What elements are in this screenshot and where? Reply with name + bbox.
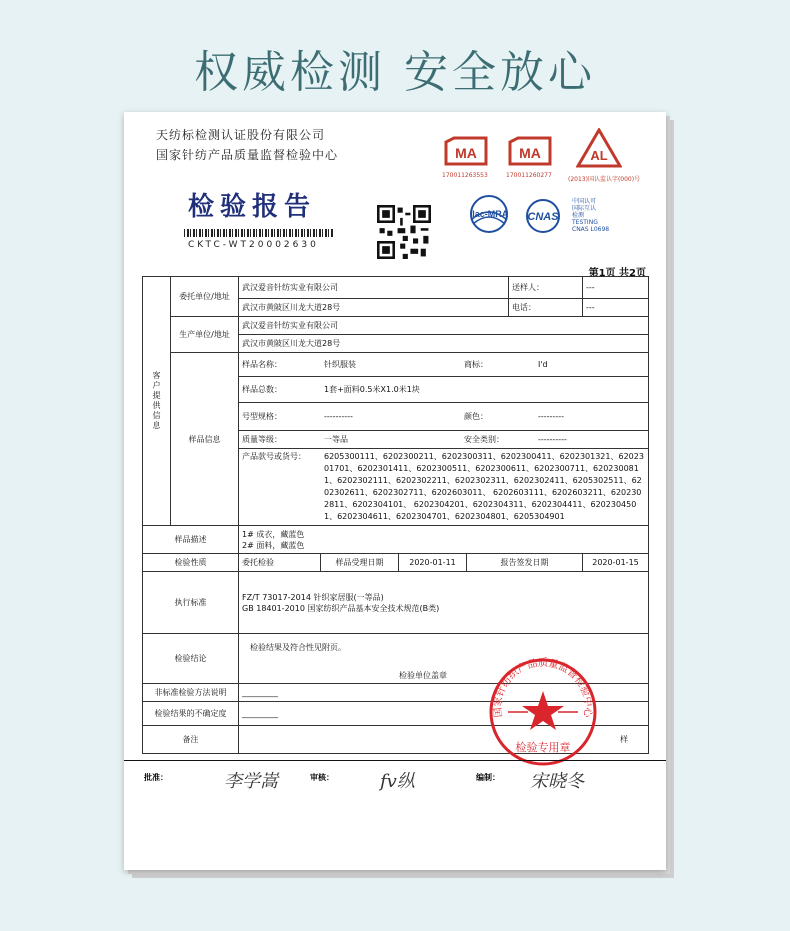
org-center: 国家针纺产品质量监督检验中心 — [156, 148, 339, 162]
phone-label: 电话： — [509, 299, 583, 317]
report-title: 检验报告 — [188, 192, 317, 222]
seal-text: 国家针纺织产品质量监督检验中心 — [492, 657, 594, 718]
sample-name-label: 样品名称： — [242, 360, 282, 369]
phone-value: --- — [583, 299, 649, 317]
edit-label: 编制： — [476, 773, 500, 782]
count-label: 样品总数： — [242, 385, 282, 394]
accept-date-label: 样品受理日期 — [321, 554, 399, 572]
seal-subtext: 检验专用章 — [515, 741, 571, 754]
producer-label: 生产单位/地址 — [171, 317, 239, 353]
cnas-logo — [518, 198, 568, 234]
count-value: 1套+面料0.5米X1.0米1块 — [324, 385, 420, 394]
cal-label: AL — [590, 148, 608, 163]
desc-line2: 2# 面料，藏蓝色 — [242, 540, 305, 550]
spec-value: ---------- — [324, 412, 353, 421]
cma-label-1: MA — [455, 145, 477, 161]
spec-label: 号型规格： — [242, 412, 282, 421]
issue-date-label: 报告签发日期 — [467, 554, 583, 572]
codes-label: 产品款号或货号： — [242, 452, 306, 461]
grade-value: 一等品 — [324, 435, 348, 444]
report-number: CKTC-WT20002630 — [188, 240, 319, 250]
cma-logo-1 — [442, 136, 490, 168]
conclusion-label: 检验结论 — [143, 634, 239, 684]
nature-label: 检验性质 — [143, 554, 239, 572]
red-seal-icon — [488, 657, 598, 767]
cma-number-1: 170011263553 — [442, 172, 488, 179]
cma-logo-2 — [506, 136, 554, 168]
sample-info — [239, 353, 649, 526]
cnas-number: CNAS L0698 — [572, 226, 610, 233]
standard-value — [239, 572, 649, 634]
sender-label: 送样人： — [509, 277, 583, 299]
cnas-zh3: 检测 — [572, 212, 585, 219]
sender-value: --- — [583, 277, 649, 299]
accept-date: 2020-01-11 — [399, 554, 467, 572]
uncert-label: 检验结果的不确定度 — [143, 702, 239, 726]
review-signature: fv纵 — [380, 771, 415, 792]
cnas-label: CNAS — [527, 211, 559, 223]
page-indicator: 第1页 共2页 — [588, 268, 646, 279]
ilac-label: ilac-MRA — [469, 209, 509, 219]
conclusion-value: 检验结果及符合性见附页。 — [250, 643, 346, 652]
qr-code-icon — [377, 205, 431, 259]
color-value: --------- — [538, 412, 564, 421]
edit-signature: 宋晓冬 — [530, 771, 584, 792]
sample-name: 针织服装 — [324, 360, 356, 369]
cnas-info — [572, 198, 609, 233]
uncert-value: _________ — [239, 702, 649, 726]
page-heading: 权威检测 安全放心 — [194, 47, 596, 98]
grade-label: 质量等级： — [242, 435, 282, 444]
ilac-logo — [462, 194, 516, 234]
producer-address: 武汉市黄陂区川龙大道28号 — [239, 335, 649, 353]
nonstd-label: 非标准检验方法说明 — [143, 684, 239, 702]
desc-line1: 1# 成衣，藏蓝色 — [242, 529, 305, 539]
nature-value: 委托检验 — [239, 554, 321, 572]
standard-line2: GB 18401-2010 国家纺织产品基本安全技术规范(B类) — [242, 603, 440, 613]
standard-line1: FZ/T 73017-2014 针织家居服(一等品) — [242, 592, 384, 602]
cnas-testing: TESTING — [572, 219, 598, 226]
remark-value: 样 — [239, 726, 649, 754]
customer-info-label: 客户提供信息 — [143, 277, 171, 526]
cma-label-2: MA — [519, 145, 541, 161]
seal-label: 检验单位盖章 — [399, 671, 447, 680]
approve-label: 批准： — [144, 773, 168, 782]
client-address: 武汉市黄陂区川龙大道28号 — [239, 299, 509, 317]
org-name: 天纺标检测认证股份有限公司 — [156, 128, 326, 142]
cnas-zh1: 中国认可 — [572, 198, 597, 205]
sample-label: 样品信息 — [171, 353, 239, 526]
brand-label: 商标： — [464, 360, 488, 369]
brand-value: I'd — [538, 360, 548, 369]
barcode — [184, 229, 334, 237]
codes-value: 6205300111、6202300211、6202300311、6202300411、6202301321、6202301701、6202301411、6202300511、6202300611、6202300711、6202300811、6202302111、6202302211、6202302311、6202302411、6205302511、6202302611、6202302711、6202603011、 6202603111、6202603211、6202302811、6202304101、 6202304201、6202304311、6202304411、6202304501、6202304611、6202304701、6202304801、6205304901 — [324, 452, 644, 521]
desc-label: 样品描述 — [143, 526, 239, 554]
producer-name: 武汉爱音针纺实业有限公司 — [239, 317, 649, 335]
safety-label: 安全类别： — [464, 435, 504, 444]
desc-value — [239, 526, 649, 554]
nonstd-value: _________ — [239, 684, 649, 702]
client-name: 武汉爱音针纺实业有限公司 — [239, 277, 509, 299]
cnas-zh2: 国际互认 — [572, 205, 597, 212]
issue-date: 2020-01-15 — [583, 554, 649, 572]
safety-value: ---------- — [538, 435, 567, 444]
remark-label: 备注 — [143, 726, 239, 754]
approve-signature: 李学嵩 — [224, 771, 278, 792]
cal-text: (2013)国认监认字(000)号 — [568, 176, 641, 183]
cma-number-2: 170011260277 — [506, 172, 552, 179]
signature-divider — [124, 760, 666, 761]
color-label: 颜色： — [464, 412, 488, 421]
report-document — [124, 112, 666, 870]
cal-logo — [576, 128, 622, 170]
client-label: 委托单位/地址 — [171, 277, 239, 317]
review-label: 审核： — [310, 773, 334, 782]
standard-label: 执行标准 — [143, 572, 239, 634]
